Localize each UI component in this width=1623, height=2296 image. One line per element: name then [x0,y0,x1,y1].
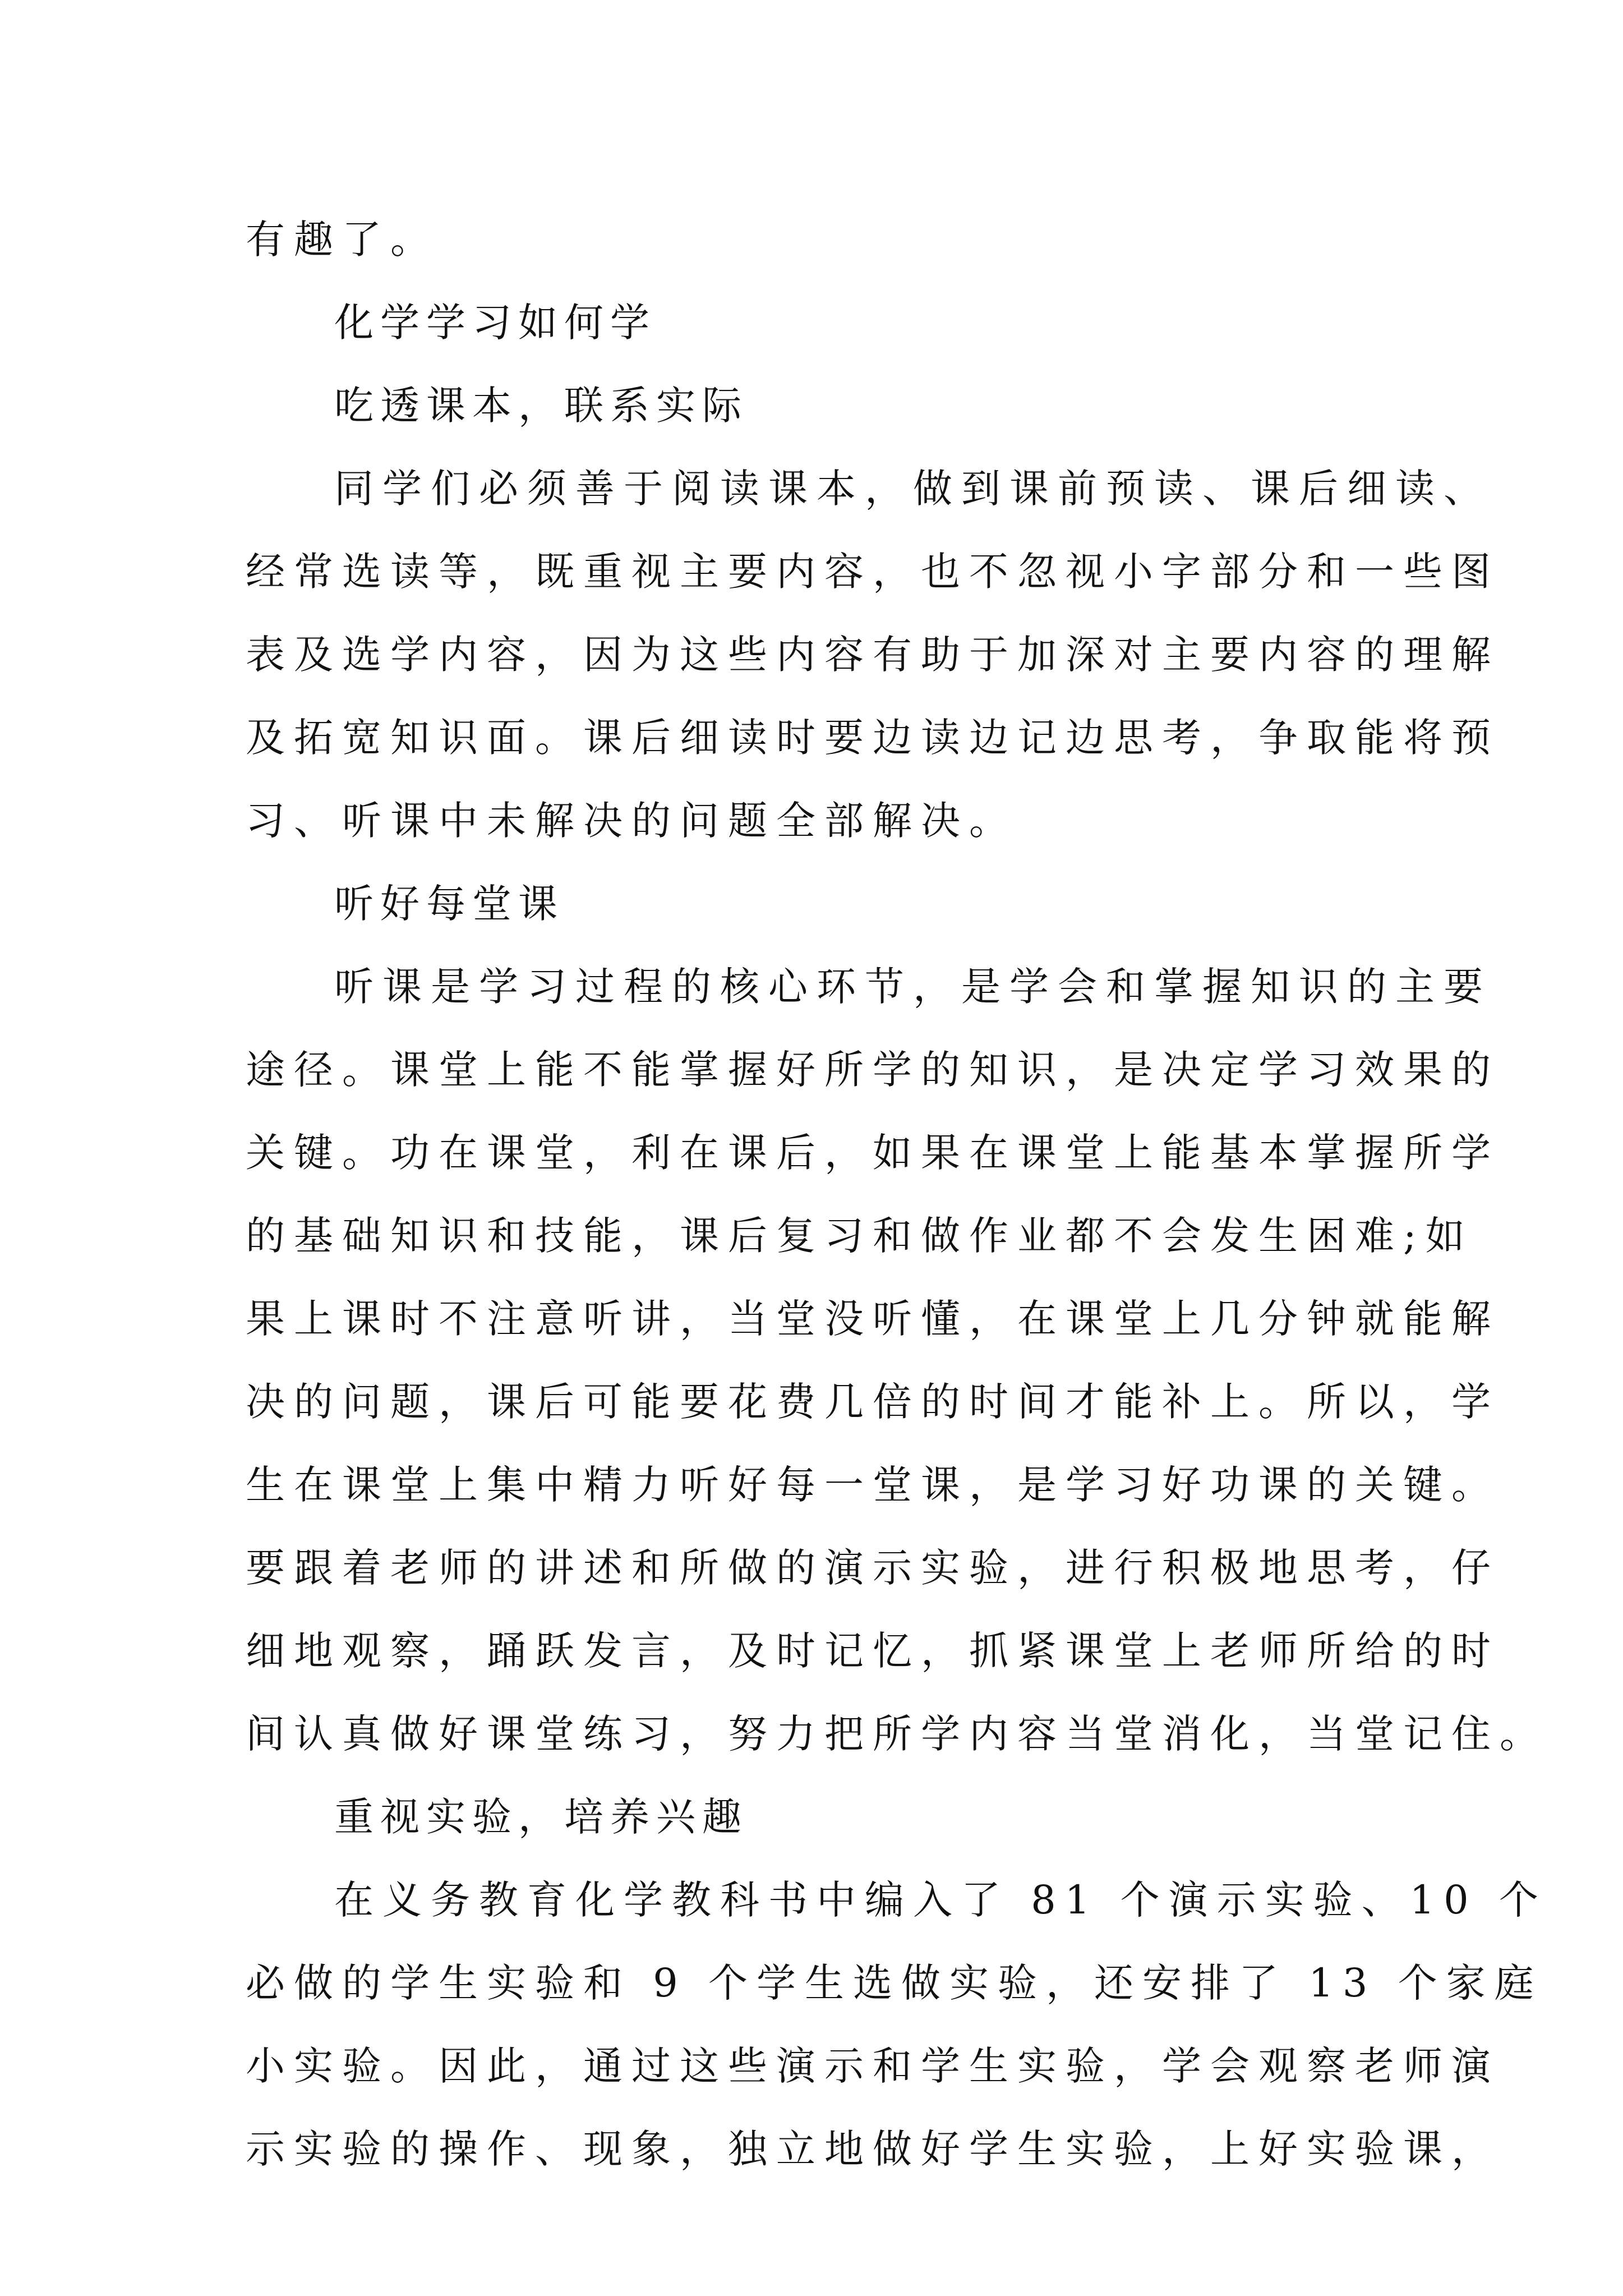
text-line: 途径。课堂上能不能掌握好所学的知识，是决定学习效果的 [246,1047,1500,1093]
text-line: 习、听课中未解决的问题全部解决。 [246,798,1017,844]
text-line: 果上课时不注意听讲，当堂没听懂，在课堂上几分钟就能解 [246,1296,1500,1342]
paragraph-first-line: 听课是学习过程的核心环节，是学会和掌握知识的主要 [334,964,1492,1010]
text-line: 生在课堂上集中精力听好每一堂课，是学习好功课的关键。 [246,1462,1500,1508]
section-heading: 化学学习如何学 [334,300,656,346]
subsection-heading: 重视实验，培养兴趣 [334,1794,748,1840]
text-line: 必做的学生实验和 9 个学生选做实验，还安排了 13 个家庭 [246,1960,1543,2006]
text-line: 决的问题，课后可能要花费几倍的时间才能补上。所以，学 [246,1379,1500,1425]
subsection-heading: 吃透课本，联系实际 [334,383,748,429]
text-line: 及拓宽知识面。课后细读时要边读边记边思考，争取能将预 [246,715,1500,761]
text-line: 关键。功在课堂，利在课后，如果在课堂上能基本掌握所学 [246,1130,1500,1176]
paragraph-first-line: 在义务教育化学教科书中编入了 81 个演示实验、10 个 [334,1877,1547,1923]
text-line: 经常选读等，既重视主要内容，也不忽视小字部分和一些图 [246,549,1500,595]
text-line: 细地观察，踊跃发言，及时记忆，抓紧课堂上老师所给的时 [246,1628,1500,1674]
text-line: 要跟着老师的讲述和所做的演示实验，进行积极地思考，仔 [246,1545,1500,1591]
subsection-heading: 听好每堂课 [334,881,564,927]
text-line: 小实验。因此，通过这些演示和学生实验，学会观察老师演 [246,2043,1500,2089]
text-line: 的基础知识和技能，课后复习和做作业都不会发生困难;如 [246,1213,1474,1259]
text-line: 表及选学内容，因为这些内容有助于加深对主要内容的理解 [246,632,1500,678]
paragraph-first-line: 同学们必须善于阅读课本，做到课前预读、课后细读、 [334,466,1492,512]
text-line: 示实验的操作、现象，独立地做好学生实验，上好实验课， [246,2126,1500,2172]
text-line: 间认真做好课堂练习，努力把所学内容当堂消化，当堂记住。 [246,1711,1548,1757]
text-line: 有趣了。 [246,217,439,263]
